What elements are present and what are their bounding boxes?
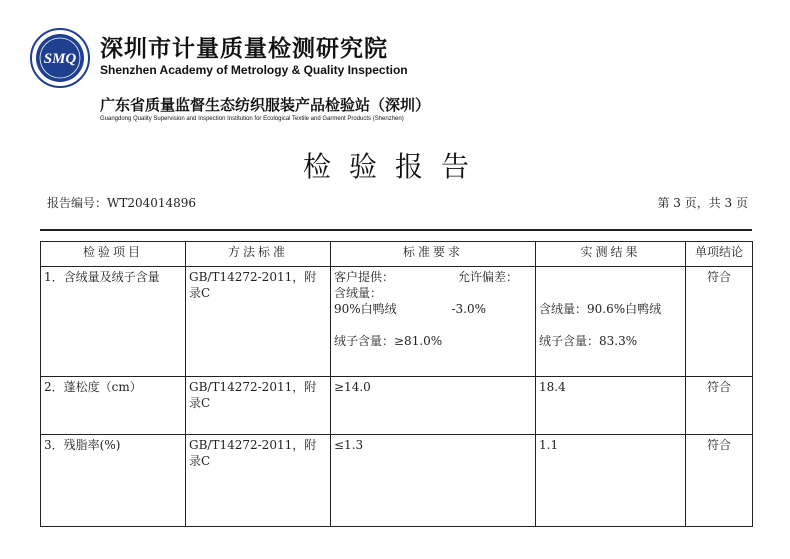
header-result: 实测结果 <box>536 242 686 267</box>
result-cell <box>536 267 686 377</box>
conclusion-cell: 符合 <box>686 435 753 527</box>
down-cluster-requirement: 绒子含量：≥81.0% <box>334 334 443 348</box>
header-conclusion: 单项结论 <box>686 242 753 267</box>
header-requirement: 标准要求 <box>331 242 536 267</box>
requirement-cell <box>331 267 536 377</box>
report-title: 检验报告 <box>302 150 487 183</box>
organization-name-en: Shenzhen Academy of Metrology & Quality Inspection <box>100 63 408 77</box>
station-name-en: Guangdong Quality Supervision and Inspection Institution for Ecological Textile and Garment Products (Shenzhen) <box>100 116 404 122</box>
header-method: 方法标准 <box>186 242 331 267</box>
down-content-deviation: -3.0% <box>451 302 486 316</box>
requirement-cell: ≥14.0 <box>331 377 536 435</box>
item-cell: 3．残脂率(%) <box>41 435 186 527</box>
inspection-table <box>40 241 753 527</box>
report-number: 报告编号：WT204014896 <box>47 196 197 210</box>
table-header-row <box>41 242 753 267</box>
table-row <box>41 435 753 527</box>
requirement-cell: ≤1.3 <box>331 435 536 527</box>
down-cluster-result: 绒子含量：83.3% <box>539 334 638 348</box>
result-cell: 18.4 <box>536 377 686 435</box>
table-row <box>41 267 753 377</box>
page-indicator: 第 3 页，共 3 页 <box>657 196 748 210</box>
item-cell: 1．含绒量及绒子含量 <box>41 267 186 377</box>
header-item: 检验项目 <box>41 242 186 267</box>
method-cell: GB/T14272-2011，附录C <box>186 377 331 435</box>
down-content-result: 含绒量：90.6%白鸭绒 <box>539 302 662 316</box>
station-name-cn: 广东省质量监督生态纺织服装产品检验站（深圳） <box>100 96 431 114</box>
method-cell: GB/T14272-2011，附录C <box>186 267 331 377</box>
down-content-label: 含绒量： <box>334 286 383 300</box>
item-cell: 2．蓬松度（cm） <box>41 377 186 435</box>
table-row <box>41 377 753 435</box>
conclusion-cell: 符合 <box>686 267 753 377</box>
down-content-requirement: 90%白鸭绒 <box>334 302 397 316</box>
method-cell: GB/T14272-2011，附录C <box>186 435 331 527</box>
smq-logo <box>30 28 90 88</box>
client-provided-label: 客户提供： <box>334 270 395 284</box>
organization-name-cn: 深圳市计量质量检测研究院 <box>100 36 388 62</box>
tolerance-label: 允许偏差： <box>457 270 518 284</box>
conclusion-cell: 符合 <box>686 377 753 435</box>
logo-text: SMQ <box>43 51 77 67</box>
header-divider <box>40 229 752 231</box>
result-cell: 1.1 <box>536 435 686 527</box>
